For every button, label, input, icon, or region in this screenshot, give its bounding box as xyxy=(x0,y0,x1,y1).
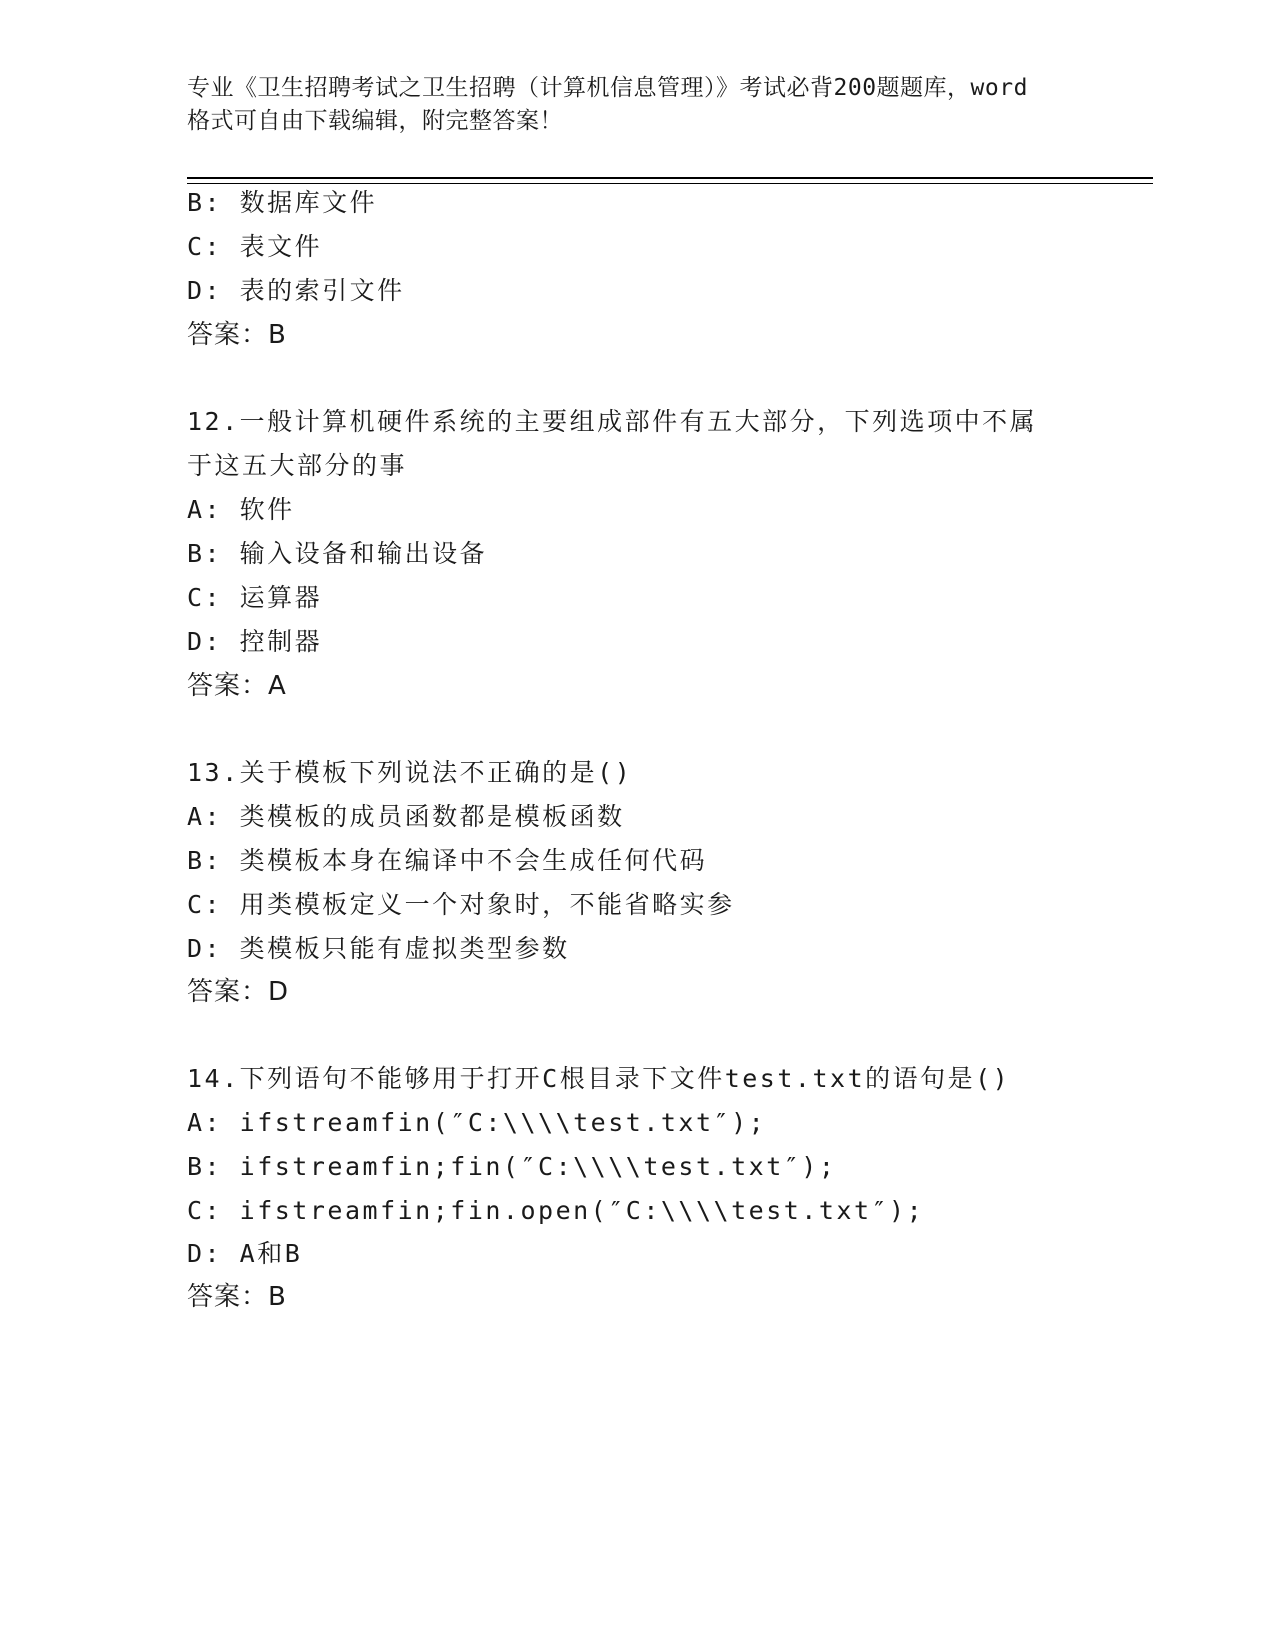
document-header xyxy=(187,72,1087,138)
q13-option-b: B: 类模板本身在编译中不会生成任何代码 xyxy=(187,846,708,875)
q13-answer: 答案：D xyxy=(187,977,290,1007)
q12-option-b: B: 输入设备和输出设备 xyxy=(187,539,488,568)
header-line-1: 专业《卫生招聘考试之卫生招聘（计算机信息管理）》考试必背200题题库，word xyxy=(187,75,1028,101)
q12-option-c: C: 运算器 xyxy=(187,583,323,612)
q12-answer: 答案：A xyxy=(187,671,287,701)
header-divider-thin xyxy=(187,183,1153,184)
q13-option-a: A: 类模板的成员函数都是模板函数 xyxy=(187,802,625,831)
q14-option-c: C: ifstreamfin;fin.open(″C:\\\\test.txt″); xyxy=(187,1196,925,1225)
q14-option-b: B: ifstreamfin;fin(″C:\\\\test.txt″); xyxy=(187,1152,837,1181)
q12-stem-line-2: 于这五大部分的事 xyxy=(187,451,408,480)
q14-answer: 答案：B xyxy=(187,1282,287,1312)
q11-answer: 答案：B xyxy=(187,320,287,350)
header-divider-thick xyxy=(187,177,1153,179)
q13-option-c: C: 用类模板定义一个对象时，不能省略实参 xyxy=(187,890,735,919)
header-line-2: 格式可自由下载编辑，附完整答案！ xyxy=(187,108,563,134)
q11-option-c: C: 表文件 xyxy=(187,232,323,261)
q12-stem-line-1: 12.一般计算机硬件系统的主要组成部件有五大部分，下列选项中不属 xyxy=(187,407,1038,436)
q11-option-d: D: 表的索引文件 xyxy=(187,276,405,305)
q13-stem: 13.关于模板下列说法不正确的是() xyxy=(187,758,633,787)
q12-option-a: A: 软件 xyxy=(187,495,295,524)
q13-option-d: D: 类模板只能有虚拟类型参数 xyxy=(187,934,570,963)
q14-stem: 14.下列语句不能够用于打开C根目录下文件test.txt的语句是() xyxy=(187,1064,1011,1093)
q12-option-d: D: 控制器 xyxy=(187,627,323,656)
q14-option-d: D: A和B xyxy=(187,1239,303,1268)
q14-option-a: A: ifstreamfin(″C:\\\\test.txt″); xyxy=(187,1108,767,1137)
q11-option-b: B: 数据库文件 xyxy=(187,188,378,217)
